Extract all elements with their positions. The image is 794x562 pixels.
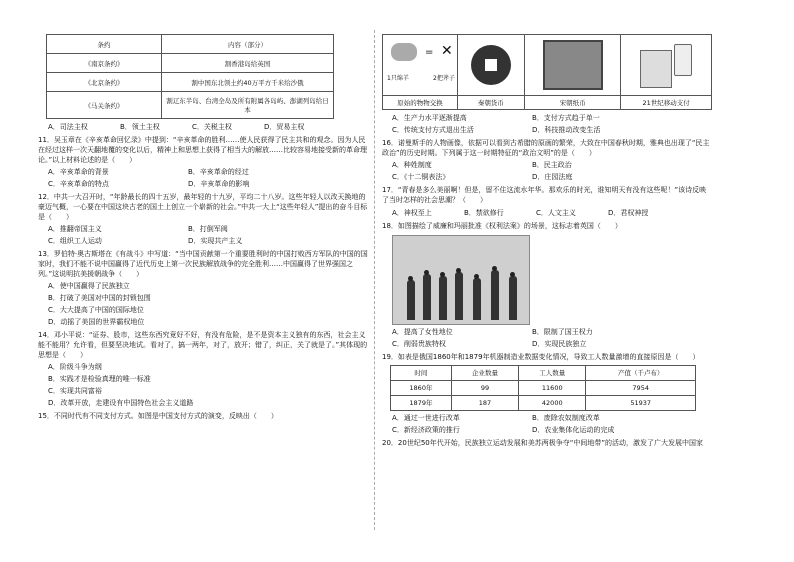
option[interactable]: C．大大提高了中国的国际地位 bbox=[48, 306, 144, 314]
option[interactable]: C．组织工人运动 bbox=[48, 237, 102, 245]
payment-images-table bbox=[382, 34, 712, 110]
option[interactable]: B．限制了国王权力 bbox=[532, 328, 593, 336]
content-cell: 割中国东北领土约40万平方千米给沙俄 bbox=[162, 73, 334, 92]
question-text: 19．如表是俄国1860年和1879年机器制造业数据变化情况，导致工人数量激增的直接原因是（ ） bbox=[382, 353, 700, 361]
pos-phone-icon bbox=[638, 42, 694, 88]
question-11 bbox=[38, 135, 368, 189]
table-cell: 51937 bbox=[586, 396, 696, 411]
option[interactable]: B．打破了美国对中国的封锁包围 bbox=[48, 294, 151, 302]
option[interactable]: B．打倒军阀 bbox=[188, 225, 228, 233]
treaty-header: 条约 bbox=[47, 35, 162, 54]
option[interactable]: C．关税主权 bbox=[192, 123, 232, 131]
option[interactable]: A．生产力水平逐渐提高 bbox=[392, 114, 467, 122]
option[interactable]: A．提高了女性地位 bbox=[392, 328, 453, 336]
coin-icon bbox=[471, 45, 511, 85]
table-row bbox=[391, 396, 696, 411]
option[interactable]: C．实现共同富裕 bbox=[48, 387, 102, 395]
option[interactable]: C．人文主义 bbox=[536, 209, 576, 217]
content-header: 内容（部分） bbox=[162, 35, 334, 54]
option[interactable]: A．阶级斗争为纲 bbox=[48, 363, 102, 371]
table-cell: 42000 bbox=[519, 396, 586, 411]
image-caption: 宋朝纸币 bbox=[524, 96, 621, 110]
barter-label: 2把斧子 bbox=[433, 75, 455, 82]
question-text: 20．20世纪50年代开始，民族独立运动发展和美苏两极争夺“中间地带”的活动，激发了广大发展中国家 bbox=[382, 439, 703, 447]
option[interactable]: D．辛亥革命的影响 bbox=[188, 180, 250, 188]
question-text: 16．诺曼斯手的人物画像，依据可以看到古希腊的原画的繁荣，大致在中国春秋时期，雅典也出现了“民主政治”的历史时期。下列属于这一时期特征的“政治文明”的是（ ） bbox=[382, 139, 710, 157]
option[interactable]: B．废除农奴制度改革 bbox=[532, 414, 600, 422]
table-cell: 187 bbox=[451, 396, 518, 411]
table-cell: 1879年 bbox=[391, 396, 452, 411]
option[interactable]: C．辛亥革命的特点 bbox=[48, 180, 109, 188]
option[interactable]: D．科技推动改变生活 bbox=[532, 126, 601, 134]
question-14 bbox=[38, 330, 368, 408]
mobile-pay-image bbox=[621, 35, 712, 96]
option[interactable]: A．使中国赢得了民族独立 bbox=[48, 282, 130, 290]
option[interactable]: D．君权神授 bbox=[608, 209, 649, 217]
treaty-cell: 《北京条约》 bbox=[47, 73, 162, 92]
song-note-image bbox=[524, 35, 621, 96]
content-cell: 割香港岛给英国 bbox=[162, 54, 334, 73]
table-cell: 1860年 bbox=[391, 381, 452, 396]
treaty-table bbox=[46, 34, 334, 119]
question-text: 14．邓小平说：“证券、股市，这些东西究竟好不好，有没有危险，是不是资本主义独有的东西，社会主义能不能用？允许看，但要坚决地试。看对了，搞一两年，对了，放开；错了，纠正，关了就是了。”其体现的思想是（ ） bbox=[38, 331, 368, 359]
treaty-cell: 《南京条约》 bbox=[47, 54, 162, 73]
left-column bbox=[38, 34, 368, 421]
image-caption: 原始的物物交换 bbox=[383, 96, 458, 110]
table-cell: 7954 bbox=[586, 381, 696, 396]
question-text: 13．罗伯特·奥古斯塔在《有战斗》中写道：“当中国贡献第一个重要胜利时的中国打败西方军队的中国的国家时，我们不能不说中国赢得了近代历史上第一次民族解放战争的完全胜利……中国赢得了世界强国之列。”这说明抗美援朝战争（ ） bbox=[38, 250, 368, 278]
table-header: 产值（千卢布） bbox=[586, 366, 696, 381]
option[interactable]: A．神权至上 bbox=[392, 209, 432, 217]
option[interactable]: B．领土主权 bbox=[120, 123, 160, 131]
barter-label: 1只绵羊 bbox=[387, 75, 409, 82]
option[interactable]: D．改革开放，走建设有中国特色社会主义道路 bbox=[48, 399, 194, 407]
option[interactable]: C．新经济政策的推行 bbox=[392, 426, 460, 434]
question-text: 12．中共一大召开时，“年龄最长的四十五岁，最年轻的十九岁，平均二十八岁。这些年轻人以改天换地的豪迈气概，一心要在中国这块古老的国土上创立一个崭新的社会。”中共一大上“这些年轻人”提出的奋斗目标是（ ） bbox=[38, 193, 368, 221]
question-20 bbox=[382, 438, 712, 448]
table-header: 工人数量 bbox=[519, 366, 586, 381]
option[interactable]: C．《十二铜表法》 bbox=[392, 173, 450, 181]
content-cell: 割辽东半岛、台湾全岛及所有附属各岛屿、澎湖列岛给日本 bbox=[162, 92, 334, 119]
paper-money-icon bbox=[543, 40, 603, 90]
option[interactable]: B．实践才是检验真理的唯一标准 bbox=[48, 375, 151, 383]
question-19 bbox=[382, 352, 712, 435]
option[interactable]: A．推翻帝国主义 bbox=[48, 225, 102, 233]
question-text: 18．如图描绘了威廉和玛丽批准《权利法案》的场景，这标志着英国（ ） bbox=[382, 222, 622, 230]
option[interactable]: D．动摇了美国的世界霸权地位 bbox=[48, 318, 145, 326]
table-header: 企业数量 bbox=[451, 366, 518, 381]
image-caption: 21世纪移动支付 bbox=[621, 96, 712, 110]
option[interactable]: A．种姓制度 bbox=[392, 161, 432, 169]
question-15-options bbox=[382, 113, 712, 135]
table-cell: 99 bbox=[451, 381, 518, 396]
question-13 bbox=[38, 249, 368, 327]
axes-icon: ✕ bbox=[441, 43, 453, 59]
option[interactable]: A．通过一世进行改革 bbox=[392, 414, 460, 422]
option[interactable]: B．禁欲修行 bbox=[464, 209, 504, 217]
question-text: 11．吴玉章在《辛亥革命回忆录》中提到：“辛亥革命的胜利……使人民获得了民主共和的观念。因为人民在经过这样一次天翻地覆的变化以后，精神上和思想上获得了相当大的解放……比较容易地接受新的革命理论。”以上材料论述的是（ ） bbox=[38, 136, 367, 164]
question-16 bbox=[382, 138, 712, 182]
treaty-cell: 《马关条约》 bbox=[47, 92, 162, 119]
sheep-icon bbox=[391, 43, 417, 61]
option[interactable]: A．司法主权 bbox=[48, 123, 88, 131]
option[interactable]: D．实现共产主义 bbox=[188, 237, 243, 245]
option[interactable]: B．民主政治 bbox=[532, 161, 572, 169]
option[interactable]: B．支付方式趋于单一 bbox=[532, 114, 600, 122]
qin-coin-image bbox=[458, 35, 525, 96]
option[interactable]: D．贸易主权 bbox=[264, 123, 305, 131]
barter-image: = ✕ 1只绵羊 2把斧子 bbox=[383, 35, 458, 96]
option[interactable]: C．传统支付方式退出生活 bbox=[392, 126, 474, 134]
russia-machinery-table bbox=[390, 365, 696, 411]
question-12 bbox=[38, 192, 368, 246]
option[interactable]: C．削弱贵族特权 bbox=[392, 340, 446, 348]
option[interactable]: D．实现民族独立 bbox=[532, 340, 587, 348]
option[interactable]: D．农业集体化运动的完成 bbox=[532, 426, 615, 434]
option[interactable]: A．辛亥革命的背景 bbox=[48, 168, 109, 176]
table-cell: 11600 bbox=[519, 381, 586, 396]
question-17 bbox=[382, 185, 712, 218]
question-18 bbox=[382, 221, 712, 349]
question-text: 15．不同时代有不同支付方式。如图是中国支付方式的演变，反映出（ ） bbox=[38, 412, 278, 420]
bill-of-rights-painting bbox=[392, 235, 530, 325]
image-caption: 秦朝货币 bbox=[458, 96, 525, 110]
option[interactable]: B．辛亥革命的经过 bbox=[188, 168, 249, 176]
column-divider bbox=[374, 30, 375, 530]
option[interactable]: D．庄园法庭 bbox=[532, 173, 573, 181]
table-row bbox=[391, 381, 696, 396]
question-15 bbox=[38, 411, 368, 421]
question-text: 17．“青春是多么美丽啊！但是，留不住这流水年华。那欢乐的时光，谁知明天有没有这些呢！”该诗反映了当时怎样的社会思潮？（ ） bbox=[382, 186, 707, 204]
q10-options bbox=[48, 122, 368, 132]
right-column bbox=[382, 34, 712, 448]
table-header: 时间 bbox=[391, 366, 452, 381]
